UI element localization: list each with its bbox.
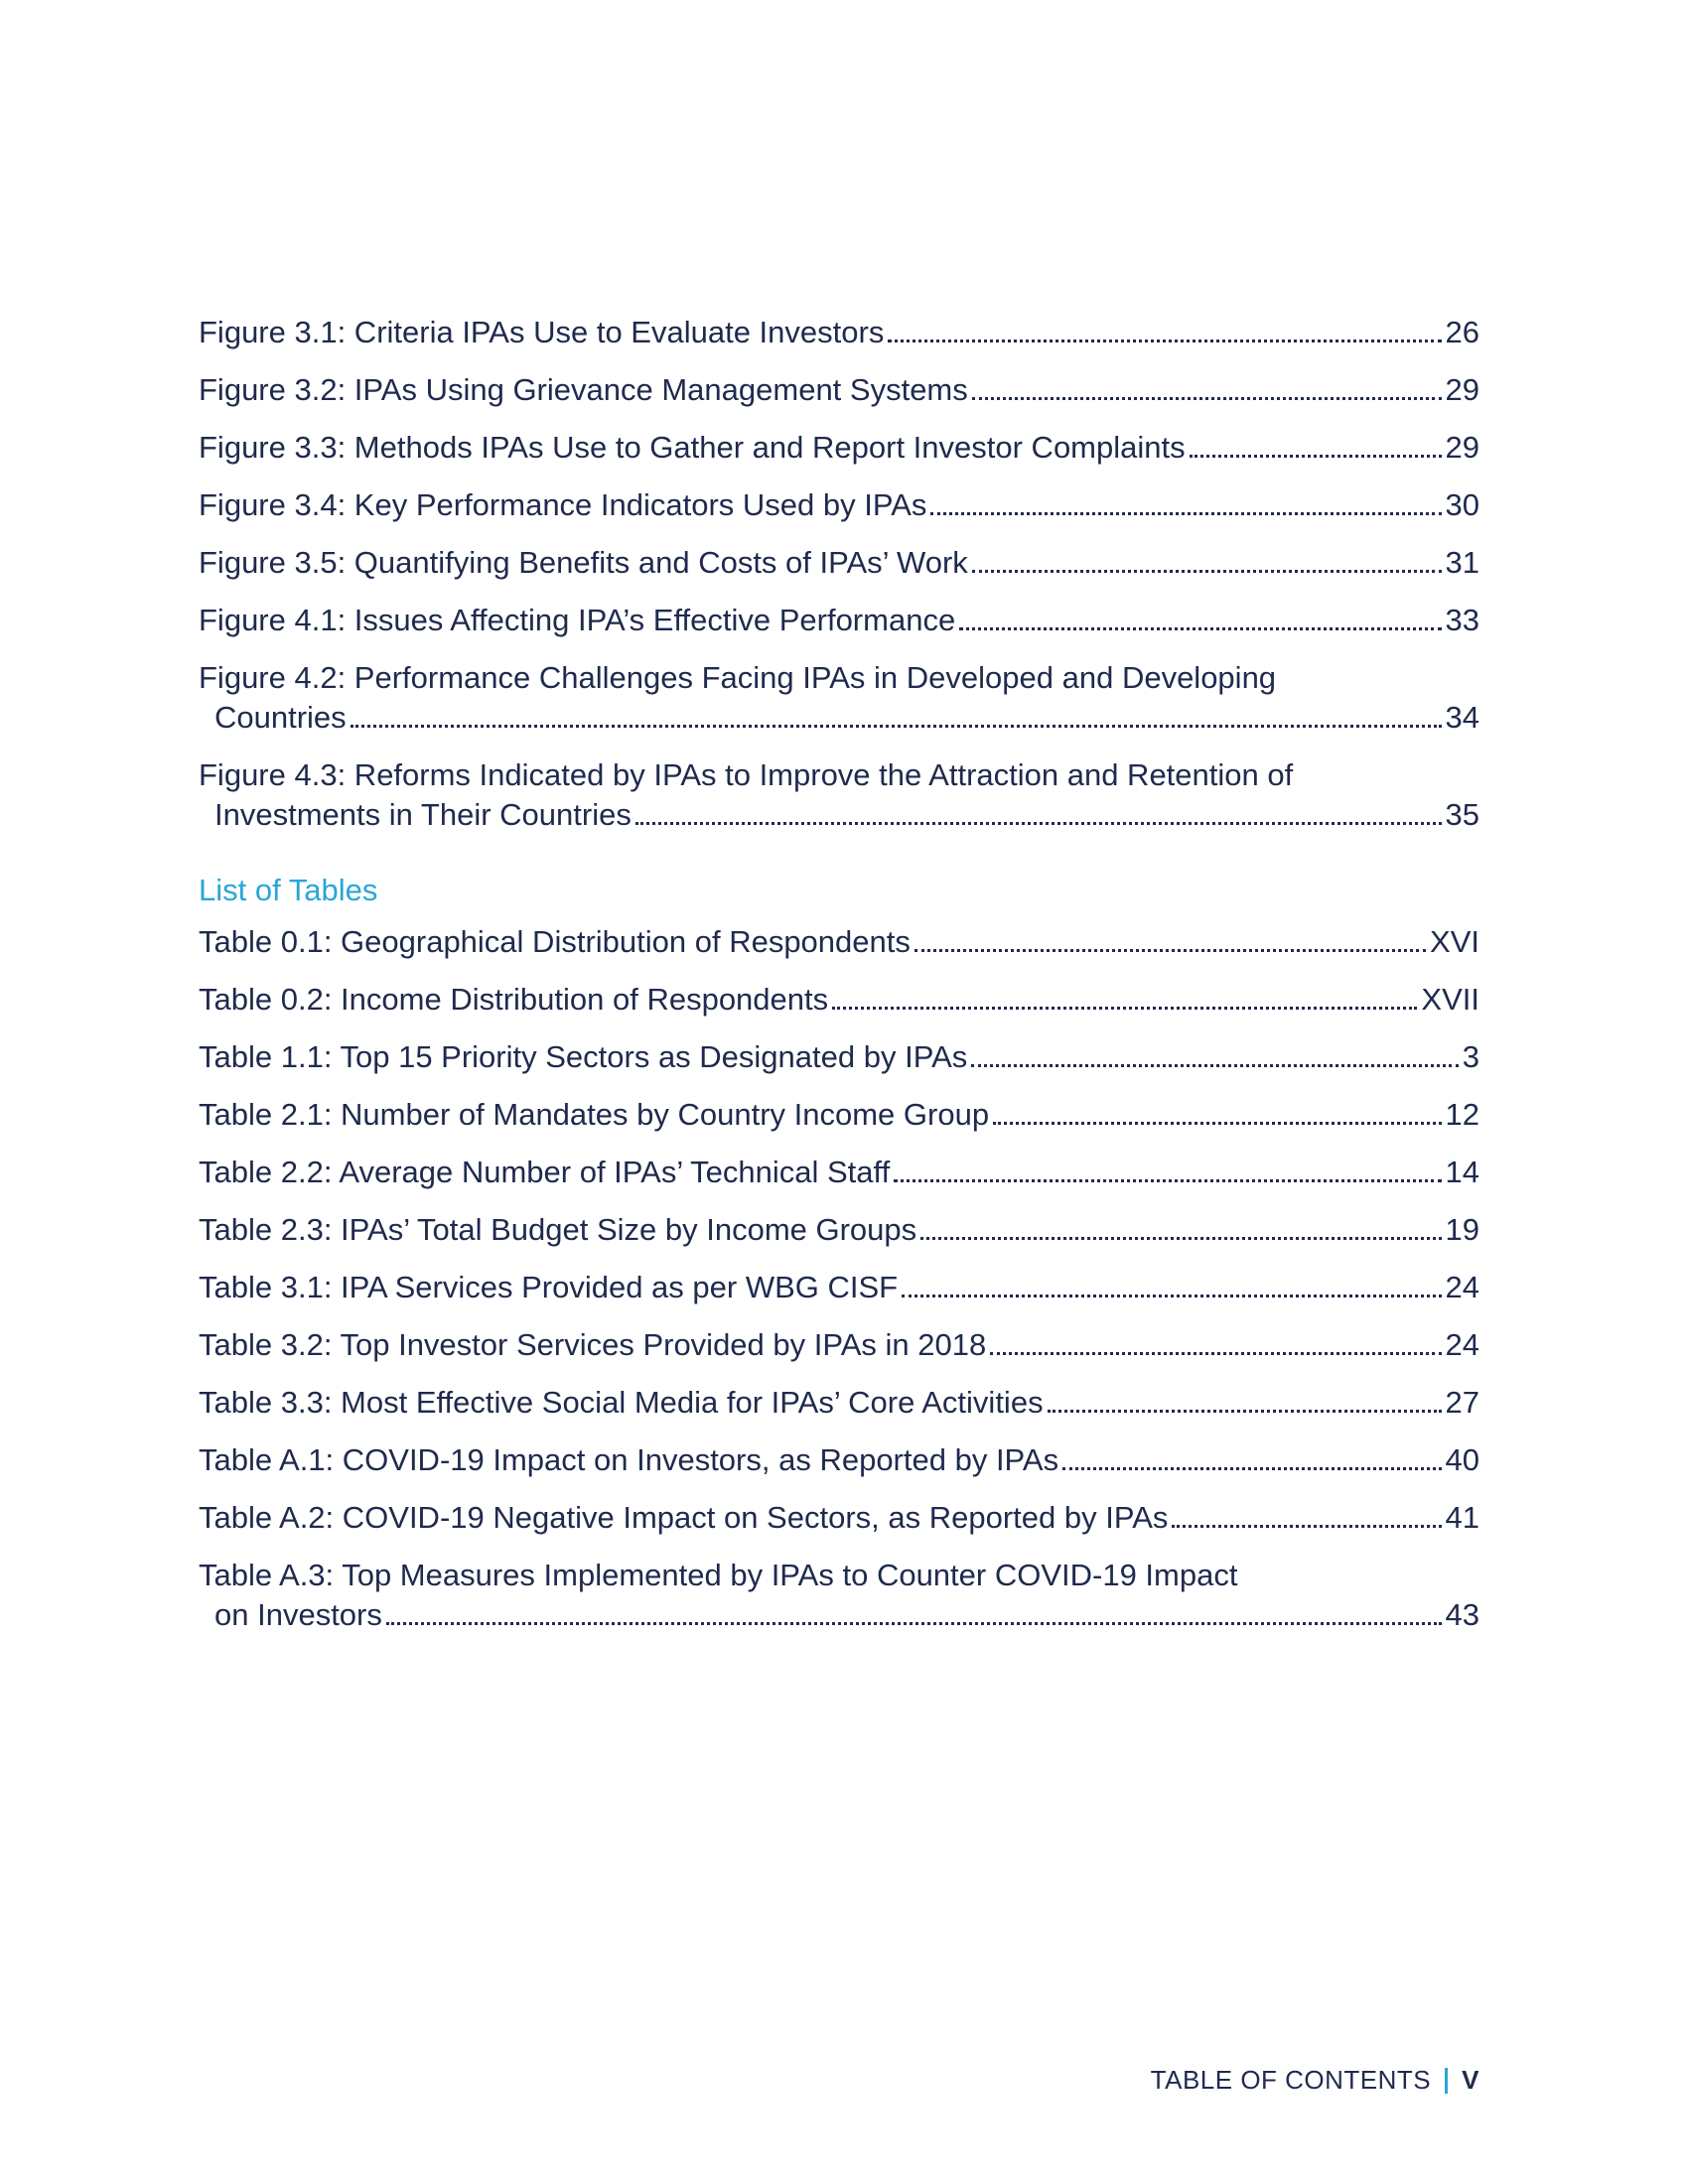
page-footer (1151, 2065, 1479, 2096)
toc-entry-table-0-1[interactable] (199, 922, 1479, 962)
entry-page: 29 (1445, 430, 1479, 465)
dot-leader (1172, 1525, 1441, 1528)
entry-page: 19 (1445, 1212, 1479, 1247)
dot-leader (894, 1179, 1441, 1182)
entry-label: Table 3.1: IPA Services Provided as per WBG CISF (199, 1270, 899, 1304)
toc-content (199, 313, 1479, 1653)
entry-label-line2: Investments in Their Countries (214, 797, 632, 832)
entry-label: Table 2.1: Number of Mandates by Country Income Group (199, 1097, 990, 1132)
dot-leader (972, 570, 1442, 573)
toc-entry-figure-3-1[interactable] (199, 313, 1479, 352)
entry-label: Figure 3.5: Quantifying Benefits and Costs of IPAs’ Work (199, 545, 968, 580)
entry-label: Table A.1: COVID-19 Impact on Investors, as Reported by IPAs (199, 1442, 1059, 1477)
toc-entry-figure-3-4[interactable] (199, 485, 1479, 525)
list-of-tables-heading: List of Tables (199, 873, 378, 907)
dot-leader (1190, 455, 1442, 458)
dot-leader (351, 725, 1442, 728)
toc-entry-figure-3-3[interactable] (199, 428, 1479, 468)
entry-page: 24 (1445, 1327, 1479, 1362)
entry-page: 34 (1445, 700, 1479, 735)
entry-page: XVI (1430, 924, 1479, 959)
dot-leader (832, 1007, 1417, 1010)
toc-entry-table-2-1[interactable] (199, 1095, 1479, 1135)
entry-page: XVII (1421, 982, 1479, 1017)
toc-entry-table-2-2[interactable] (199, 1153, 1479, 1192)
toc-entry-figure-3-5[interactable] (199, 543, 1479, 583)
entry-page: 31 (1445, 545, 1479, 580)
footer-section-label: TABLE OF CONTENTS (1150, 2065, 1432, 2095)
dot-leader (1048, 1410, 1442, 1413)
toc-entry-figure-3-2[interactable] (199, 370, 1479, 410)
toc-entry-figure-4-3[interactable] (199, 755, 1479, 835)
dot-leader (1062, 1467, 1441, 1470)
toc-entry-table-a-2[interactable] (199, 1498, 1479, 1538)
toc-entry-table-a-3[interactable] (199, 1556, 1479, 1635)
entry-page: 40 (1445, 1442, 1479, 1477)
dot-leader (386, 1622, 1442, 1625)
toc-entry-table-3-1[interactable] (199, 1268, 1479, 1307)
entry-label: Table 2.3: IPAs’ Total Budget Size by Income Groups (199, 1212, 917, 1247)
entry-page: 33 (1445, 603, 1479, 637)
dot-leader (971, 1064, 1458, 1067)
entry-page: 41 (1445, 1500, 1479, 1535)
figure-list (199, 313, 1479, 835)
toc-entry-table-0-2[interactable] (199, 980, 1479, 1020)
entry-page: 26 (1445, 315, 1479, 349)
dot-leader (914, 949, 1426, 952)
entry-label-line1: Figure 4.3: Reforms Indicated by IPAs to Improve the Attraction and Retention of (199, 757, 1294, 792)
footer-page-number: V (1462, 2065, 1479, 2095)
toc-entry-table-a-1[interactable] (199, 1440, 1479, 1480)
entry-page: 14 (1445, 1155, 1479, 1189)
dot-leader (635, 822, 1442, 825)
footer-divider (1445, 2068, 1448, 2094)
entry-label-line1: Figure 4.2: Performance Challenges Facing IPAs in Developed and Developing (199, 660, 1277, 695)
toc-entry-table-3-3[interactable] (199, 1383, 1479, 1423)
entry-label-line2: on Investors (214, 1597, 382, 1632)
dot-leader (993, 1122, 1441, 1125)
entry-label: Table 3.2: Top Investor Services Provided by IPAs in 2018 (199, 1327, 987, 1362)
entry-page: 24 (1445, 1270, 1479, 1304)
entry-label: Figure 4.1: Issues Affecting IPA’s Effective Performance (199, 603, 956, 637)
entry-line2 (214, 698, 1479, 738)
entry-label-line2: Countries (214, 700, 347, 735)
entry-line2 (214, 1595, 1479, 1635)
entry-label: Table 3.3: Most Effective Social Media for IPAs’ Core Activities (199, 1385, 1044, 1420)
entry-label-line1: Table A.3: Top Measures Implemented by IPAs to Counter COVID-19 Impact (199, 1558, 1238, 1592)
entry-page: 12 (1445, 1097, 1479, 1132)
toc-entry-table-1-1[interactable] (199, 1037, 1479, 1077)
entry-page: 29 (1445, 372, 1479, 407)
entry-label: Table 1.1: Top 15 Priority Sectors as Designated by IPAs (199, 1039, 968, 1074)
entry-label: Table A.2: COVID-19 Negative Impact on Sectors, as Reported by IPAs (199, 1500, 1169, 1535)
entry-page: 27 (1445, 1385, 1479, 1420)
table-list (199, 922, 1479, 1635)
dot-leader (959, 627, 1441, 630)
entry-label: Figure 3.1: Criteria IPAs Use to Evaluate Investors (199, 315, 885, 349)
toc-entry-figure-4-1[interactable] (199, 601, 1479, 640)
entry-page: 3 (1462, 1039, 1479, 1074)
dot-leader (902, 1295, 1441, 1297)
entry-page: 30 (1445, 487, 1479, 522)
dot-leader (990, 1352, 1441, 1355)
entry-page: 35 (1445, 797, 1479, 832)
dot-leader (930, 512, 1441, 515)
entry-label: Table 0.1: Geographical Distribution of Respondents (199, 924, 911, 959)
toc-entry-table-2-3[interactable] (199, 1210, 1479, 1250)
dot-leader (920, 1237, 1441, 1240)
entry-label: Table 2.2: Average Number of IPAs’ Technical Staff (199, 1155, 891, 1189)
dot-leader (972, 397, 1442, 400)
entry-label: Table 0.2: Income Distribution of Respondents (199, 982, 829, 1017)
toc-entry-table-3-2[interactable] (199, 1325, 1479, 1365)
entry-label: Figure 3.3: Methods IPAs Use to Gather and Report Investor Complaints (199, 430, 1186, 465)
entry-label: Figure 3.2: IPAs Using Grievance Management Systems (199, 372, 968, 407)
toc-entry-figure-4-2[interactable] (199, 658, 1479, 738)
dot-leader (888, 340, 1441, 342)
entry-label: Figure 3.4: Key Performance Indicators Used by IPAs (199, 487, 927, 522)
entry-page: 43 (1445, 1597, 1479, 1632)
entry-line2 (214, 795, 1479, 835)
